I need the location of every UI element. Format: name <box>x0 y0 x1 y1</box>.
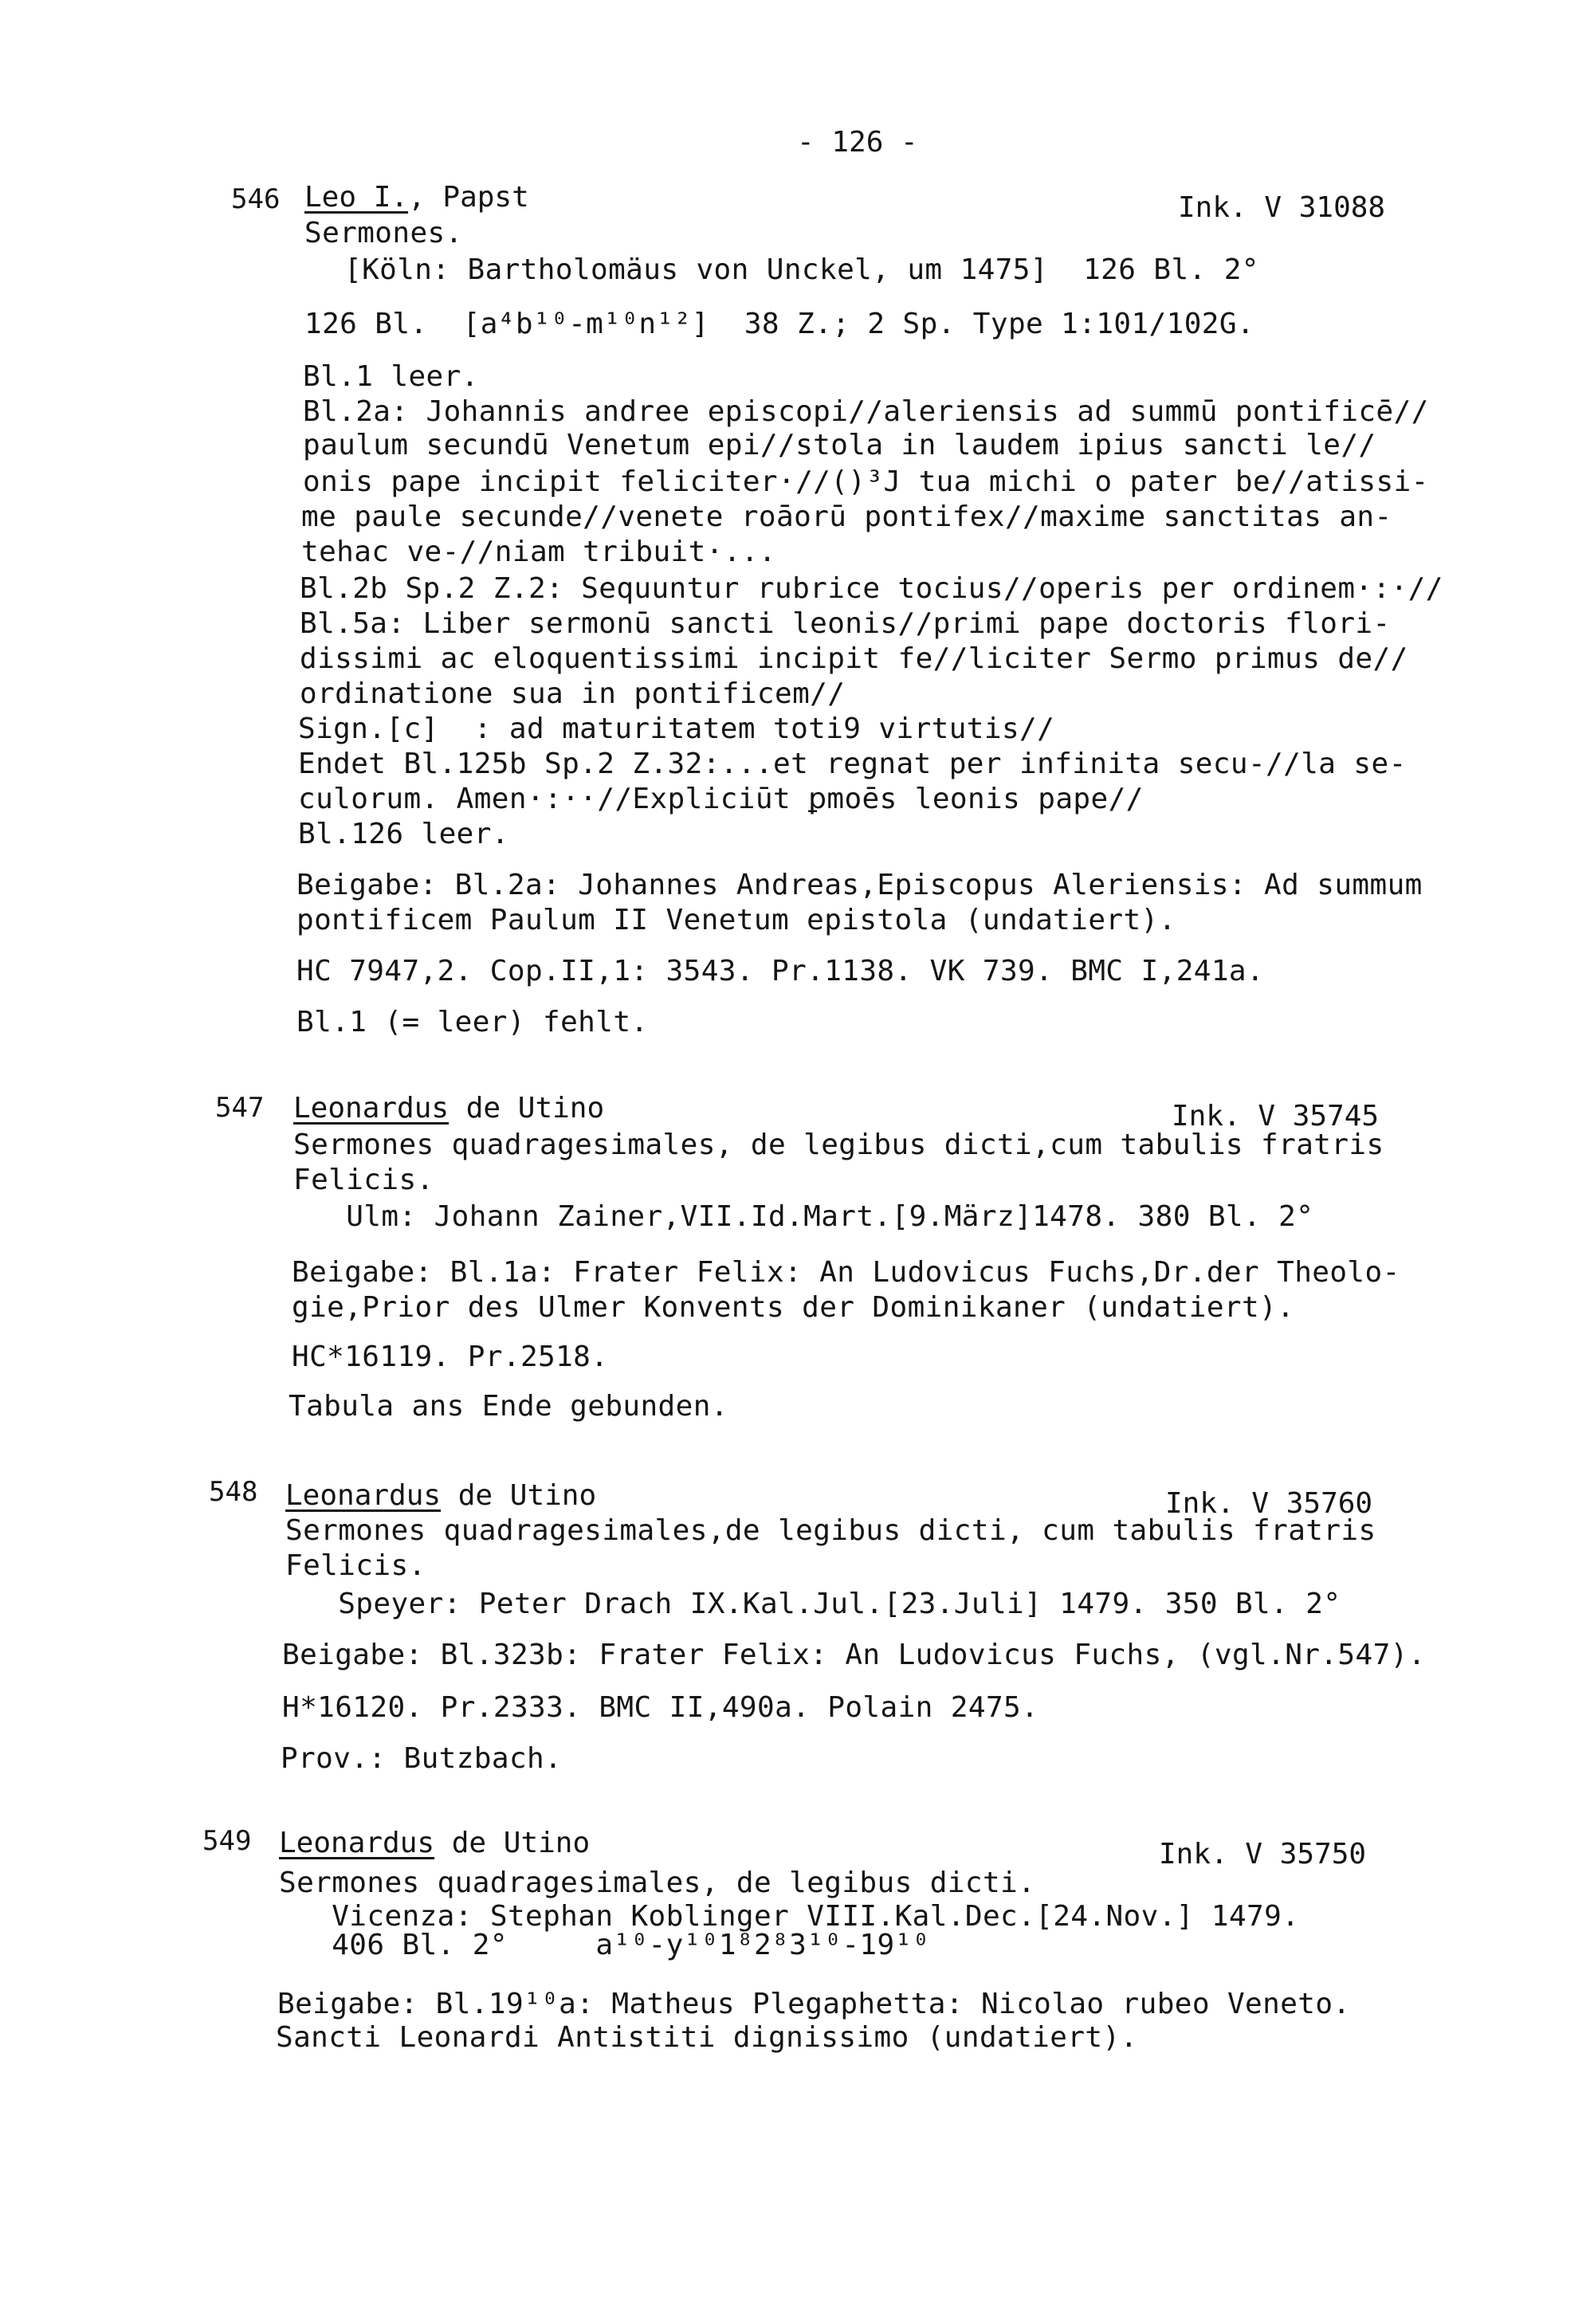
entry-text-line: paulum secundū Venetum epi//stola in laudem ipius sancti le// <box>303 429 1376 461</box>
entry-text-line: Sign.[c] : ad maturitatem toti9 virtutis// <box>298 713 1055 745</box>
author-name: Leonardus <box>293 1092 450 1125</box>
author-heading <box>293 1092 604 1125</box>
entry-text-line: Beigabe: Bl.1a: Frater Felix: An Ludovicus Fuchs,Dr.der Theolo- <box>292 1256 1400 1289</box>
author-suffix: de Utino <box>441 1479 597 1512</box>
entry-text-line: [Köln: Bartholomäus von Unckel, um 1475] 126 Bl. 2° <box>344 253 1259 286</box>
entry-text-line: 406 Bl. 2° a¹⁰-y¹⁰1⁸2⁸3¹⁰-19¹⁰ <box>279 1929 930 1961</box>
entry-text-line: Bl.2b Sp.2 Z.2: Sequuntur rubrice tocius//operis per ordinem·:·// <box>300 572 1443 605</box>
author-heading <box>304 181 529 214</box>
entry-number: 548 <box>209 1476 258 1508</box>
entry-text-line: pontificem Paulum II Venetum epistola (undatiert). <box>296 904 1176 936</box>
entry-text-line: gie,Prior des Ulmer Konvents der Dominikaner (undatiert). <box>292 1291 1295 1324</box>
author-name: Leo I. <box>304 181 409 214</box>
entry-text-line: Felicis. <box>293 1164 434 1196</box>
entry-text-line: Sancti Leonardi Antistiti dignissimo (undatiert). <box>276 2021 1138 2054</box>
entry-text-line: Tabula ans Ende gebunden. <box>289 1390 728 1423</box>
entry-number: 549 <box>202 1825 252 1857</box>
entry-text-line: H*16120. Pr.2333. BMC II,490a. Polain 2475. <box>282 1691 1039 1724</box>
shelfmark: Ink. V 35750 <box>1159 1838 1367 1871</box>
entry-text-line: Bl.5a: Liber sermonū sancti leonis//primi pape doctoris flori- <box>300 607 1391 640</box>
entry-text-line: Ulm: Johann Zainer,VII.Id.Mart.[9.März]1478. 380 Bl. 2° <box>293 1200 1314 1233</box>
entry-number: 547 <box>215 1092 265 1124</box>
entry-text-line: Beigabe: Bl.19¹⁰a: Matheus Plegaphetta: Nicolao rubeo Veneto. <box>277 1988 1351 2020</box>
shelfmark: Ink. V 31088 <box>1178 191 1386 224</box>
author-name: Leonardus <box>279 1827 435 1859</box>
author-suffix: , Papst <box>408 181 529 214</box>
entry-text-line: Sermones. <box>304 217 463 249</box>
entry-text-line: onis pape incipit feliciter·//()³J tua michi o pater be//atissi- <box>303 465 1429 498</box>
author-suffix: de Utino <box>449 1092 605 1125</box>
entry-text-line: Vicenza: Stephan Koblinger VIII.Kal.Dec.[24.Nov.] 1479. <box>279 1900 1300 1933</box>
entry-text-line: Sermones quadragesimales, de legibus dicti. <box>279 1867 1036 1899</box>
author-heading <box>279 1827 590 1859</box>
entry-text-line: Sermones quadragesimales,de legibus dicti, cum tabulis fratris <box>285 1514 1376 1547</box>
shelfmark: Ink. V 35745 <box>1172 1100 1380 1133</box>
author-suffix: de Utino <box>434 1827 591 1859</box>
entry-text-line: Felicis. <box>285 1549 426 1582</box>
entry-text-line: Endet Bl.125b Sp.2 Z.32:...et regnat per infinita secu-//la se- <box>298 748 1407 780</box>
page-number: - 126 - <box>797 126 918 159</box>
entry-text-line: me paule secunde//venete roāorū pontifex//maxime sanctitas an- <box>301 501 1392 533</box>
entry-text-line: tehac ve-//niam tribuit·... <box>301 536 776 568</box>
entry-text-line: ordinatione sua in pontificem// <box>300 677 846 710</box>
author-name: Leonardus <box>285 1479 442 1512</box>
entry-text-line: HC 7947,2. Cop.II,1: 3543. Pr.1138. VK 739. BMC I,241a. <box>296 955 1265 987</box>
entry-text-line: Bl.1 leer. <box>303 360 479 393</box>
entry-text-line: Beigabe: Bl.323b: Frater Felix: An Ludovicus Fuchs, (vgl.Nr.547). <box>282 1639 1426 1671</box>
entry-text-line: culorum. Amen·:··//Expliciūt ꝑmoēs leonis pape// <box>298 783 1144 815</box>
entry-text-line: HC*16119. Pr.2518. <box>292 1341 609 1373</box>
entry-text-line: dissimi ac eloquentissimi incipit fe//liciter Sermo primus de// <box>300 642 1408 675</box>
entry-text-line: Bl.2a: Johannis andree episcopi//aleriensis ad summū pontificē// <box>303 395 1429 428</box>
entry-text-line: Bl.126 leer. <box>298 818 509 850</box>
entry-text-line: Sermones quadragesimales, de legibus dicti,cum tabulis fratris <box>293 1129 1384 1161</box>
entry-text-line: Beigabe: Bl.2a: Johannes Andreas,Episcopus Aleriensis: Ad summum <box>296 869 1423 901</box>
entry-text-line: Prov.: Butzbach. <box>281 1742 563 1775</box>
entry-text-line: 126 Bl. [a⁴b¹⁰-m¹⁰n¹²] 38 Z.; 2 Sp. Type 1:101/102G. <box>304 308 1254 340</box>
author-heading <box>285 1479 596 1512</box>
shelfmark: Ink. V 35760 <box>1165 1487 1373 1520</box>
entry-text-line: Bl.1 (= leer) fehlt. <box>296 1006 649 1038</box>
entry-number: 546 <box>231 183 281 215</box>
entry-text-line: Speyer: Peter Drach IX.Kal.Jul.[23.Juli] 1479. 350 Bl. 2° <box>285 1588 1341 1620</box>
